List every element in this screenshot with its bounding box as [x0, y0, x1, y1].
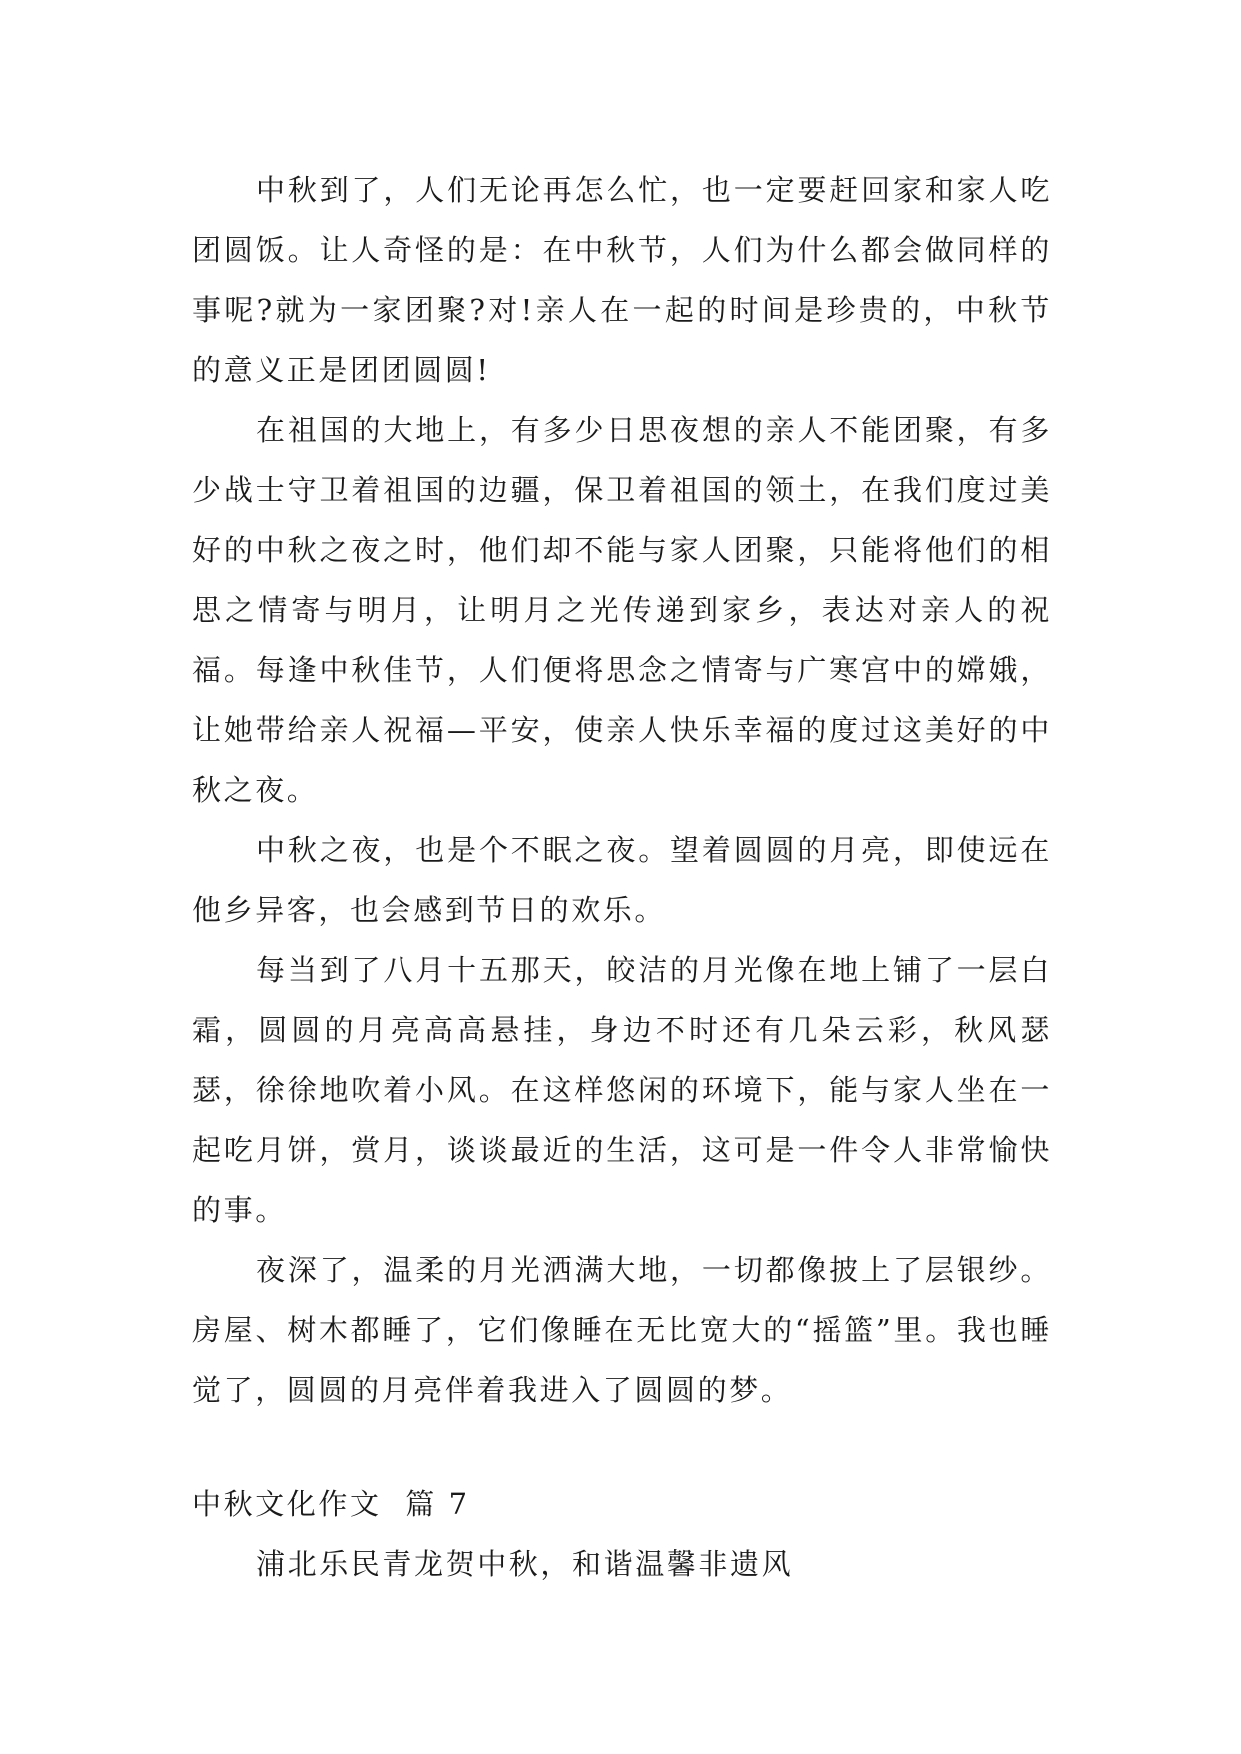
- paragraph-2: 在祖国的大地上，有多少日思夜想的亲人不能团聚，有多少战士守卫着祖国的边疆，保卫着祖国的领土，在我们度过美好的中秋之夜之时，他们却不能与家人团聚，只能将他们的相思之情寄与明月，让明月之光传递到家乡，表达对亲人的祝福。每逢中秋佳节，人们便将思念之情寄与广寒宫中的嫦娥，让她带给亲人祝福—平安，使亲人快乐幸福的度过这美好的中秋之夜。: [192, 413, 1052, 807]
- paragraph-1: 中秋到了，人们无论再怎么忙，也一定要赶回家和家人吃团圆饭。让人奇怪的是：在中秋节，人们为什么都会做同样的事呢?就为一家团聚?对!亲人在一起的时间是珍贵的，中秋节的意义正是团团圆圆!: [192, 173, 1052, 387]
- paragraph-3: 中秋之夜，也是个不眠之夜。望着圆圆的月亮，即使远在他乡异客，也会感到节日的欢乐。: [192, 833, 1052, 927]
- section-first-line: 浦北乐民青龙贺中秋，和谐温馨非遗风: [256, 1547, 794, 1581]
- document-body: [192, 160, 1052, 1594]
- paragraph-4: 每当到了八月十五那天，皎洁的月光像在地上铺了一层白霜，圆圆的月亮高高悬挂，身边不时还有几朵云彩，秋风瑟瑟，徐徐地吹着小风。在这样悠闲的环境下，能与家人坐在一起吃月饼，赏月，谈谈最近的生活，这可是一件令人非常愉快的事。: [192, 953, 1052, 1227]
- section-heading: 中秋文化作文 篇 7: [192, 1487, 470, 1521]
- paragraph-5: 夜深了，温柔的月光洒满大地，一切都像披上了层银纱。房屋、树木都睡了，它们像睡在无比宽大的“摇篮”里。我也睡觉了，圆圆的月亮伴着我进入了圆圆的梦。: [192, 1253, 1052, 1407]
